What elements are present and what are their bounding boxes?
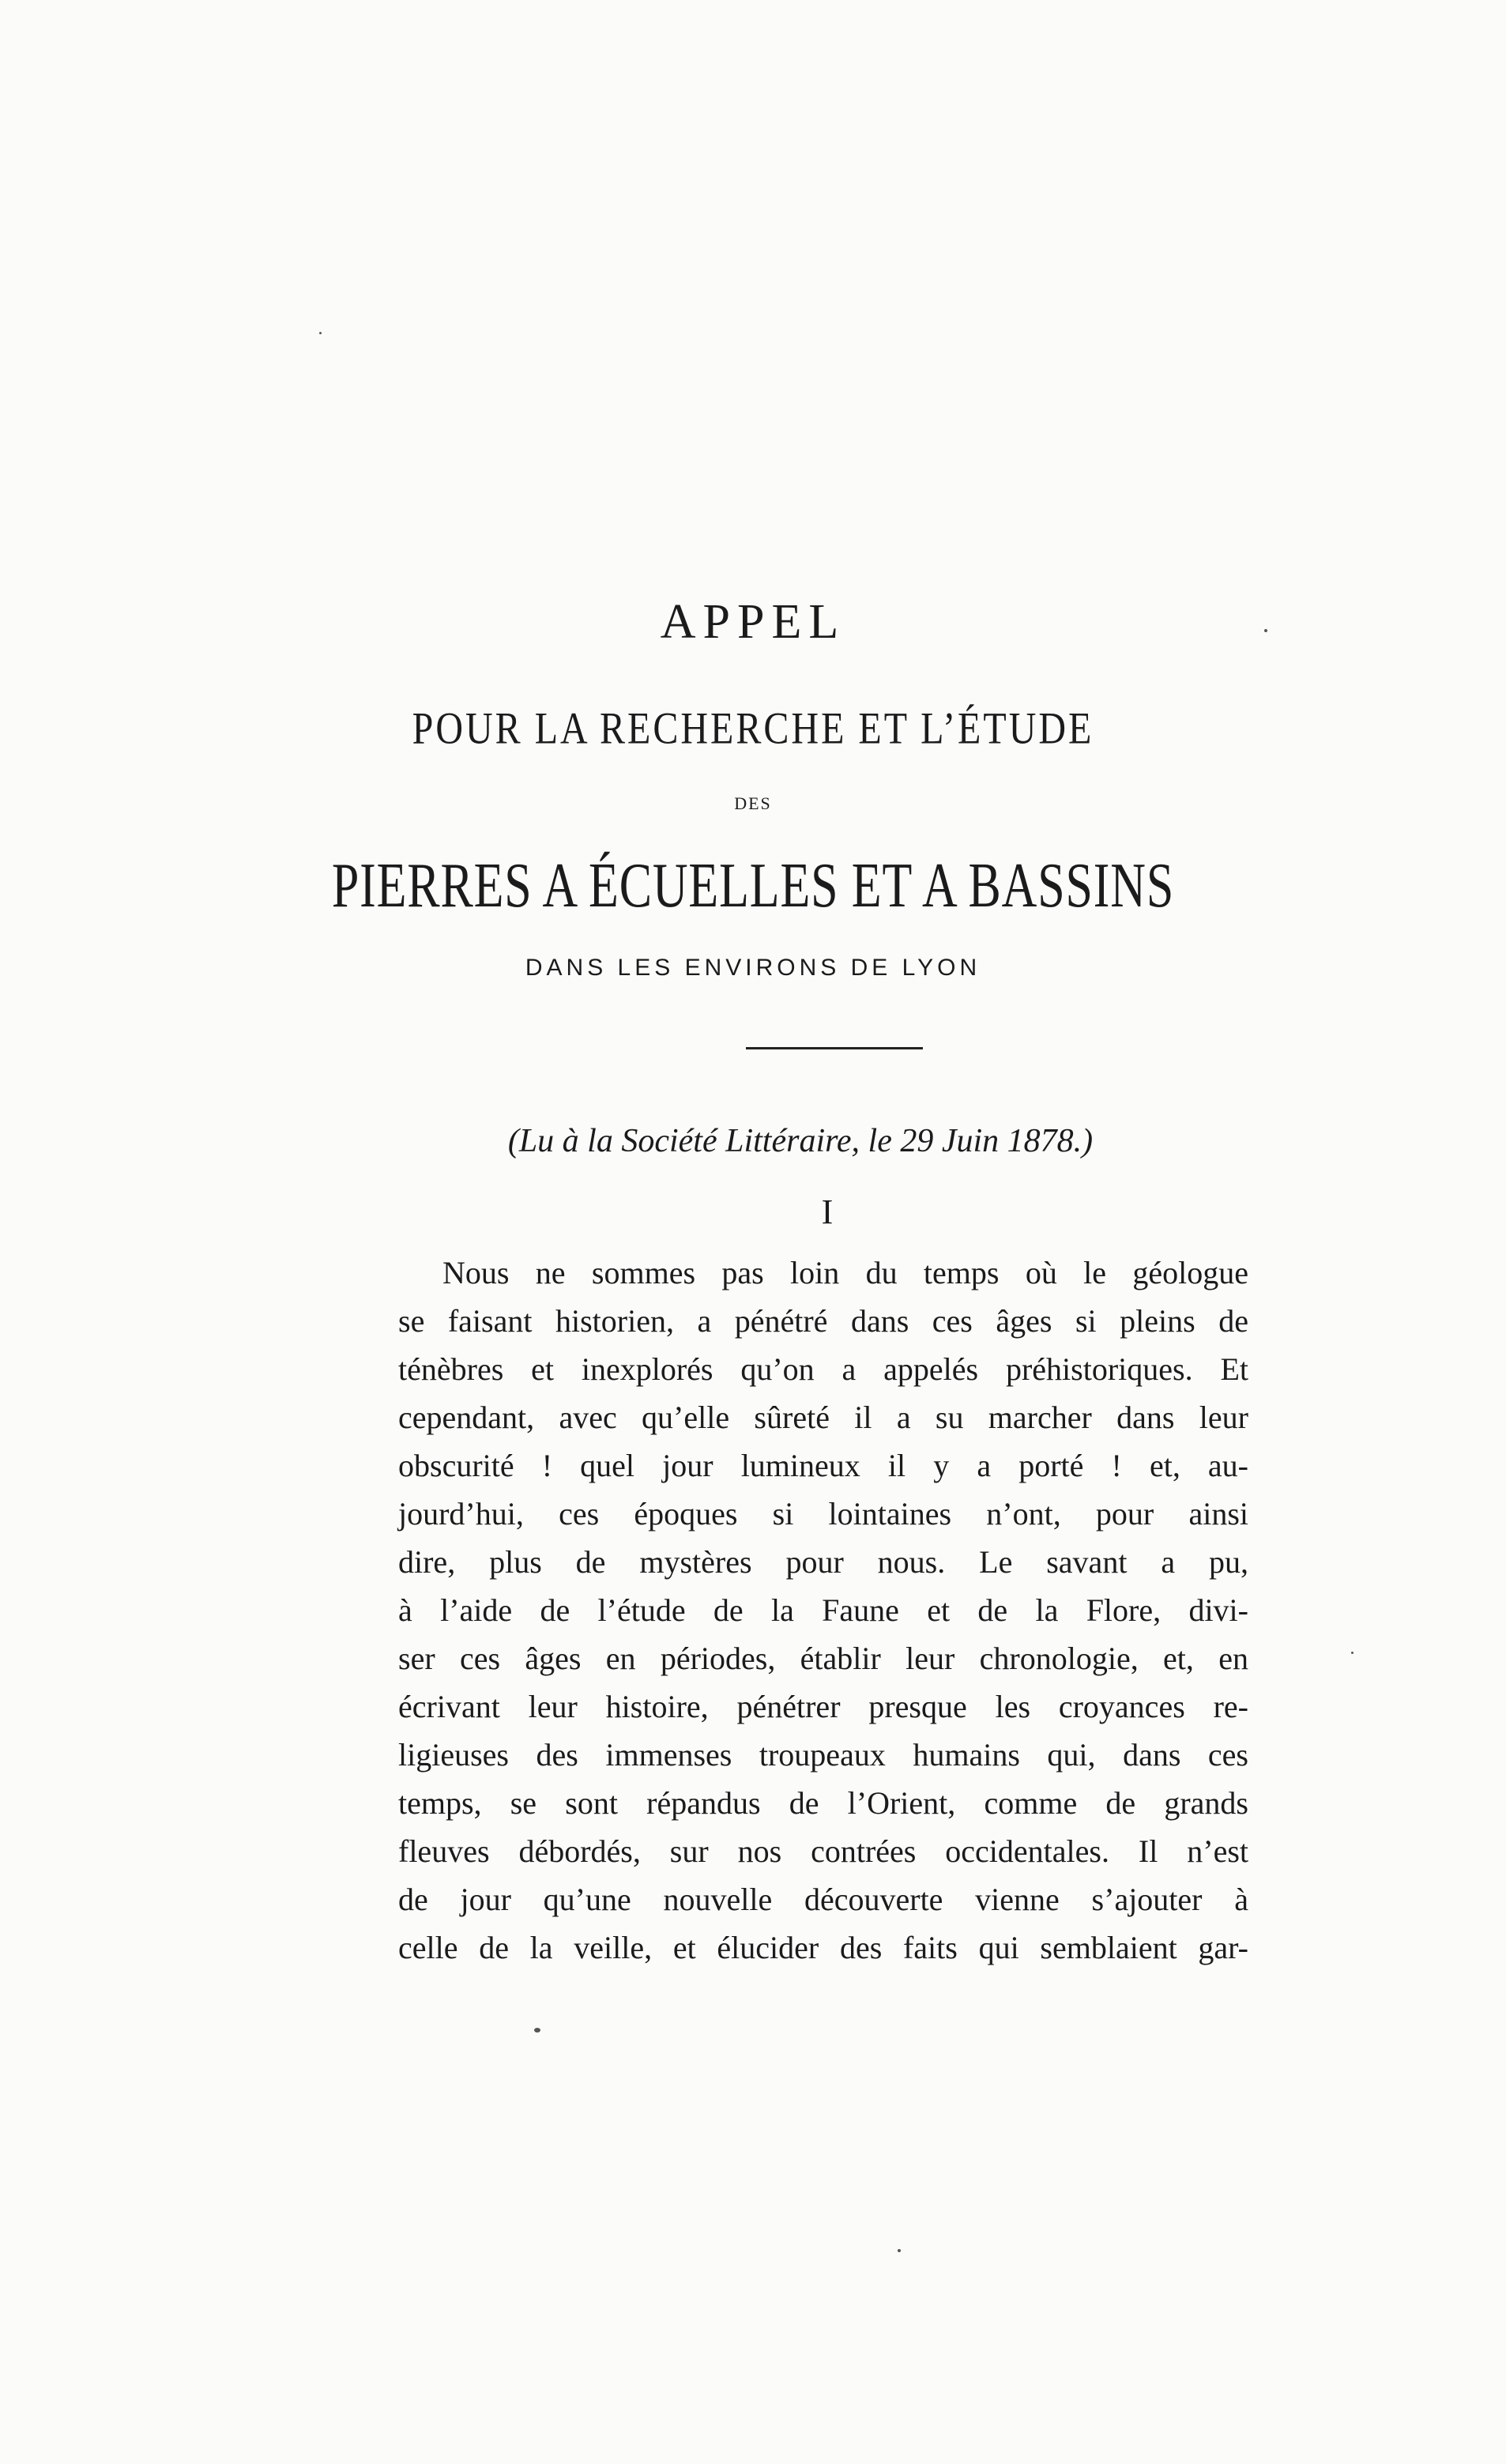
paragraph-line: dire, plus de mystères pour nous. Le savant a pu, — [398, 1544, 1248, 1580]
heading-appel: APPEL — [660, 595, 846, 649]
scan-speck — [1351, 1652, 1354, 1654]
paragraph-line: fleuves débordés, sur nos contrées occidentales. Il n’est — [398, 1833, 1248, 1869]
paragraph-line: ligieuses des immenses troupeaux humains qui, dans ces — [398, 1737, 1248, 1773]
heading-dans-les-environs: DANS LES ENVIRONS DE LYON — [525, 955, 981, 981]
paragraph-line: écrivant leur histoire, pénétrer presque les croyances re- — [398, 1689, 1248, 1724]
paragraph-line: celle de la veille, et élucider des faits qui semblaient gar- — [398, 1930, 1248, 1965]
paragraph-line: obscurité ! quel jour lumineux il y a porté ! et, au- — [398, 1448, 1248, 1483]
section-number: I — [821, 1192, 834, 1231]
paragraph-line: se faisant historien, a pénétré dans ces âges si pleins de — [398, 1303, 1248, 1339]
heading-pierres: PIERRES A ÉCUELLES ET A BASSINS — [331, 850, 1175, 921]
scan-speck — [898, 2249, 901, 2252]
paragraph-line: temps, se sont répandus de l’Orient, comme de grands — [398, 1785, 1248, 1821]
scan-speck — [319, 332, 322, 334]
heading-des: DES — [734, 793, 772, 813]
scan-speck — [1264, 629, 1267, 632]
paragraph-line: jourd’hui, ces époques si lointaines n’ont, pour ainsi — [398, 1496, 1248, 1532]
paragraph — [398, 1249, 1248, 1972]
paragraph-line: ténèbres et inexplorés qu’on a appelés préhistoriques. Et — [398, 1351, 1248, 1387]
paragraph-line: Nous ne sommes pas loin du temps où le géologue — [442, 1255, 1248, 1290]
paragraph-line: ser ces âges en périodes, établir leur chronologie, et, en — [398, 1641, 1248, 1676]
paragraph-line: à l’aide de l’étude de la Faune et de la Flore, divi- — [398, 1592, 1248, 1628]
divider-rule — [746, 1047, 923, 1049]
paragraph-line: de jour qu’une nouvelle découverte vienne s’ajouter à — [398, 1882, 1248, 1917]
scan-speck — [534, 2028, 540, 2033]
paragraph-line: cependant, avec qu’elle sûreté il a su marcher dans leur — [398, 1400, 1248, 1435]
heading-pour-la-recherche: POUR LA RECHERCHE ET L’ÉTUDE — [412, 704, 1094, 754]
read-note: (Lu à la Société Littéraire, le 29 Juin 1878.) — [507, 1123, 1094, 1159]
